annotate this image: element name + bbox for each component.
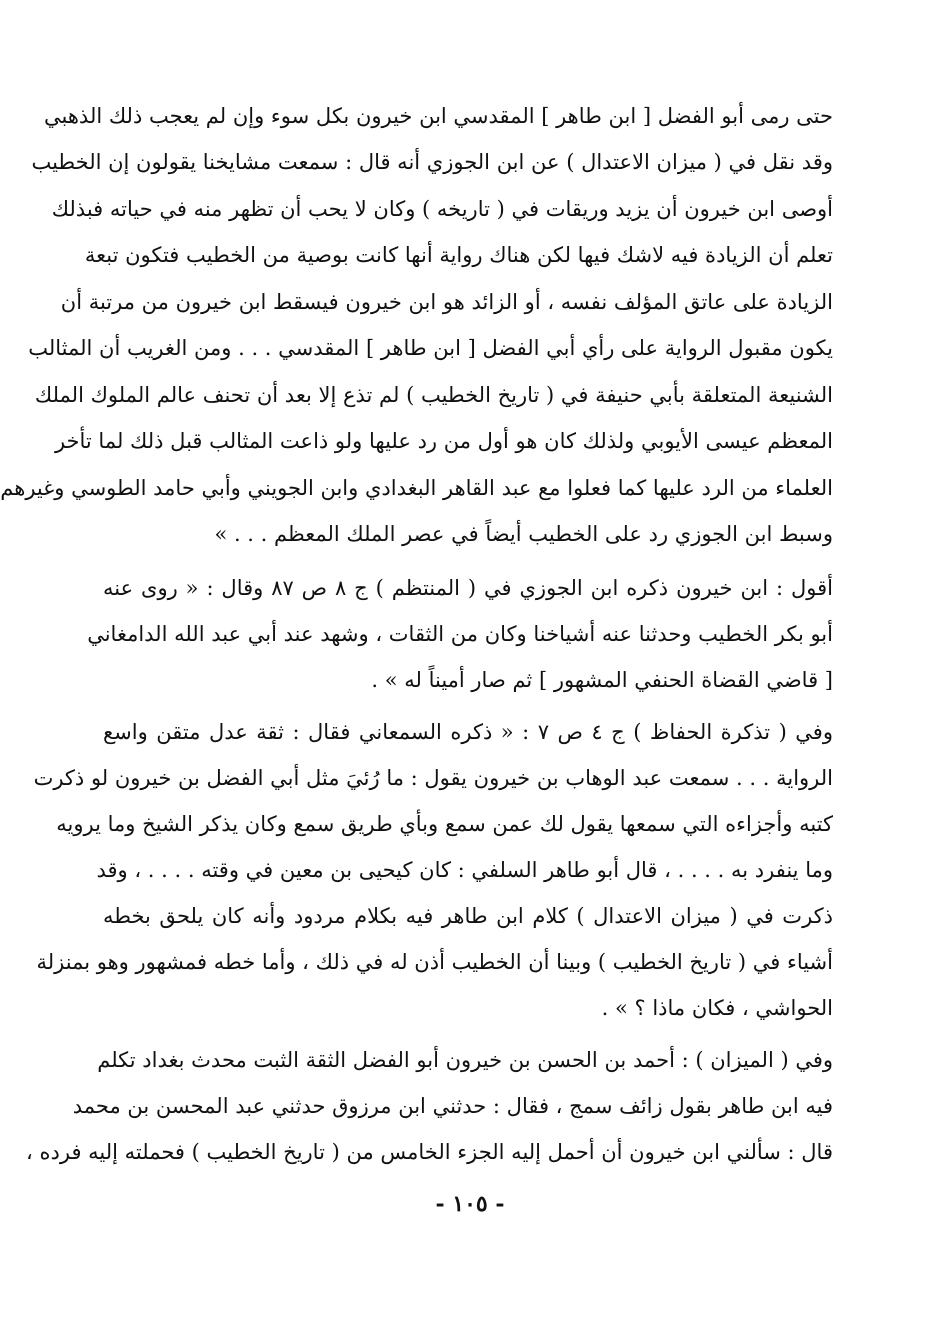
- paragraph-3-line-4: وما ينفرد به . . . . ، قال أبو طاهر السلفي : كان كيحيى بن معين في وقته . . . . ، وقد: [96, 858, 833, 882]
- paragraph-2-line-3: [ قاضي القضاة الحنفي المشهور ] ثم صار أميناً له » .: [371, 668, 833, 692]
- paragraph-1-line-4: تعلم أن الزيادة فيه لاشك فيها لكن هناك رواية أنها كانت بوصية من الخطيب فتكون تبعة: [84, 243, 833, 267]
- paragraph-1-line-2: وقد نقل في ( ميزان الاعتدال ) عن ابن الجوزي أنه قال : سمعت مشايخنا يقولون إن الخطيب: [31, 150, 833, 174]
- paragraph-2-line-1: أقول : ابن خيرون ذكره ابن الجوزي في ( المنتظم ) ج ٨ ص ٨٧ وقال : « روى عنه: [103, 576, 834, 600]
- paragraph-3-line-1: وفي ( تذكرة الحفاظ ) ج ٤ ص ٧ : « ذكره السمعاني فقال : ثقة عدل متقن واسع: [103, 720, 833, 744]
- paragraph-4-line-1: وفي ( الميزان ) : أحمد بن الحسن بن خيرون أبو الفضل الثقة الثبت محدث بغداد تكلم: [97, 1048, 833, 1072]
- paragraph-1-line-5: الزيادة على عاتق المؤلف نفسه ، أو الزائد هو ابن خيرون فيسقط ابن خيرون من مرتبة أن: [60, 290, 833, 314]
- paragraph-1-line-7: الشنيعة المتعلقة بأبي حنيفة في ( تاريخ الخطيب ) لم تذع إلا بعد أن تحنف عالم الملوك الملك: [34, 383, 833, 407]
- page-number: - ١٠٥ -: [435, 1191, 505, 1217]
- paragraph-4-line-2: فيه ابن طاهر بقول زائف سمج ، فقال : حدثني ابن مرزوق حدثني عبد المحسن بن محمد: [72, 1094, 833, 1118]
- paragraph-1-line-9: العلماء من الرد عليها كما فعلوا مع عبد القاهر البغدادي وابن الجويني وأبي حامد الطوسي وغيرهم: [0, 476, 833, 500]
- paragraph-1-line-6: يكون مقبول الرواية على رأي أبي الفضل [ ابن طاهر ] المقدسي . . . ومن الغريب أن المثالب: [28, 336, 833, 360]
- paragraph-1-line-8: المعظم عيسى الأيوبي ولذلك كان هو أول من رد عليها ولو ذاعت المثالب قبل ذلك لما تأخر: [54, 429, 833, 453]
- paragraph-1-line-1: حتى رمى أبو الفضل [ ابن طاهر ] المقدسي ابن خيرون بكل سوء وإن لم يعجب ذلك الذهبي: [44, 104, 833, 128]
- paragraph-3-line-2: الرواية . . . سمعت عبد الوهاب بن خيرون يقول : ما رُئيَ مثل أبي الفضل بن خيرون لو ذكرت: [33, 766, 833, 790]
- paragraph-3-line-5: ذكرت في ( ميزان الاعتدال ) كلام ابن طاهر فيه بكلام مردود وأنه كان يلحق بخطه: [103, 904, 833, 928]
- paragraph-1-line-3: أوصى ابن خيرون أن يزيد وريقات في ( تاريخه ) وكان لا يحب أن تظهر منه في حياته فبذلك: [51, 197, 833, 221]
- paragraph-3-line-6: أشياء في ( تاريخ الخطيب ) وبينا أن الخطيب أذن له في ذلك ، وأما خطه فمشهور وهو بمنزلة: [36, 950, 833, 974]
- paragraph-1-line-10: وسبط ابن الجوزي رد على الخطيب أيضاً في عصر الملك المعظم . . . »: [214, 522, 833, 546]
- paragraph-3-line-7: الحواشي ، فكان ماذا ؟ » .: [601, 996, 833, 1020]
- paragraph-3-line-3: كتبه وأجزاءه التي سمعها يقول لك عمن سمع وبأي طريق سمع وكان يذكر الشيخ وما يرويه: [56, 812, 833, 836]
- paragraph-4-line-3: قال : سألني ابن خيرون أن أحمل إليه الجزء الخامس من ( تاريخ الخطيب ) فحملته إليه فرده ،: [26, 1140, 833, 1164]
- paragraph-2-line-2: أبو بكر الخطيب وحدثنا عنه أشياخنا وكان من الثقات ، وشهد عند أبي عبد الله الدامغاني: [87, 622, 833, 646]
